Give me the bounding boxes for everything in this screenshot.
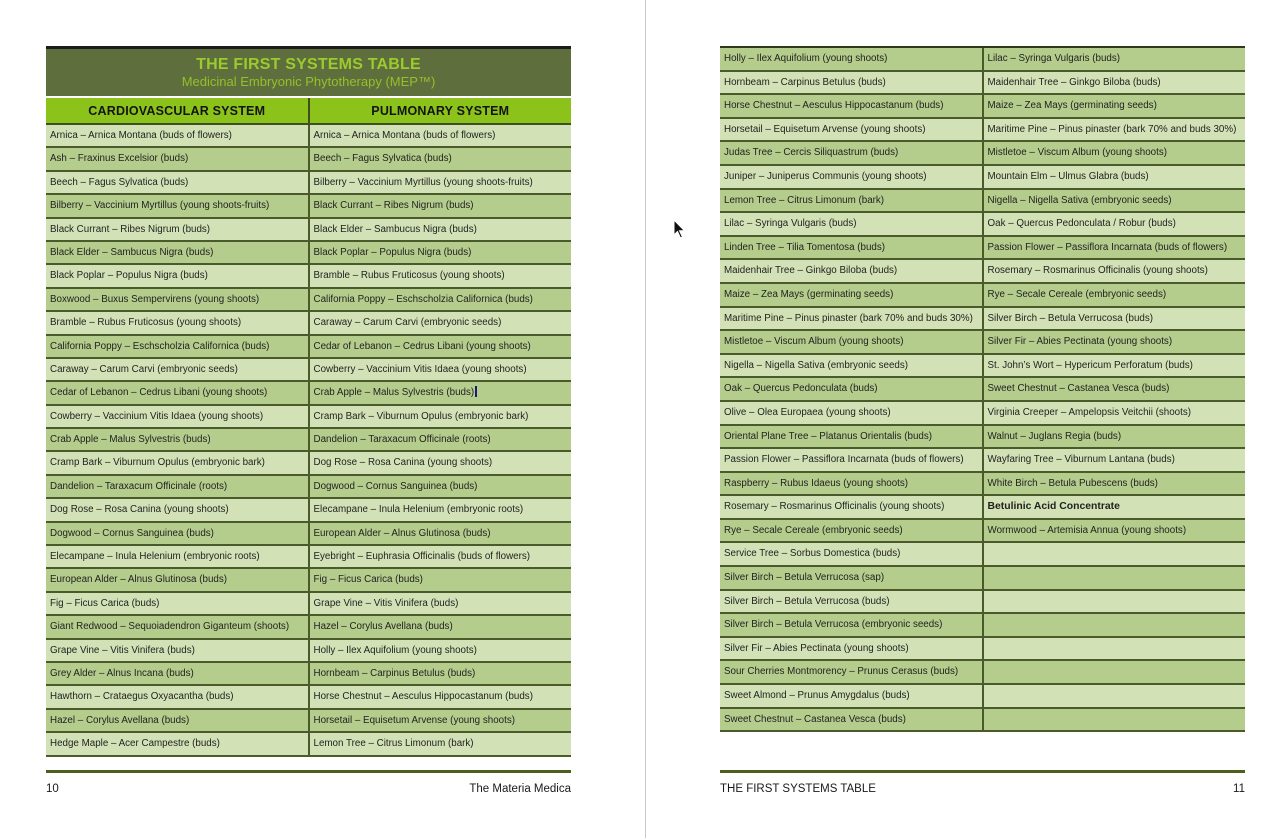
- table-row: [720, 685, 1245, 709]
- table-cell-right-column[interactable]: Dog Rose – Rosa Canina (young shoots): [308, 452, 572, 473]
- table-row: [46, 452, 571, 475]
- table-cell-right-column[interactable]: Crab Apple – Malus Sylvestris (buds): [308, 382, 572, 403]
- table-cell-right-column[interactable]: Hornbeam – Carpinus Betulus (buds): [308, 663, 572, 684]
- table-cell-left-column[interactable]: Dog Rose – Rosa Canina (young shoots): [50, 504, 229, 516]
- table-row: [46, 336, 571, 359]
- table-title-block: [46, 46, 571, 98]
- table-row: [720, 48, 1245, 72]
- table-cell-left-column[interactable]: Black Currant – Ribes Nigrum (buds): [50, 223, 211, 235]
- table-cell-right-column[interactable]: Passion Flower – Passiflora Incarnata (buds of flowers): [982, 237, 1246, 259]
- table-row: [720, 567, 1245, 591]
- table-cell-right-column[interactable]: [982, 685, 1246, 707]
- footer-rule: [720, 770, 1245, 773]
- table-cell-left-column[interactable]: Hornbeam – Carpinus Betulus (buds): [724, 76, 886, 88]
- table-row: [46, 125, 571, 148]
- table-cell-left-column[interactable]: Beech – Fagus Sylvatica (buds): [50, 176, 189, 188]
- table-row: [720, 426, 1245, 450]
- table-cell-right-column[interactable]: [982, 661, 1246, 683]
- table-cell-left-column[interactable]: Silver Birch – Betula Verrucosa (embryonic seeds): [724, 619, 943, 631]
- table-row: [720, 190, 1245, 214]
- table-row: [46, 406, 571, 429]
- table-row: [46, 382, 571, 405]
- table-cell-right-column[interactable]: Wayfaring Tree – Viburnum Lantana (buds): [982, 449, 1246, 471]
- table-cell-right-column[interactable]: [982, 591, 1246, 613]
- table-cell-right-column[interactable]: [982, 638, 1246, 660]
- table-cell-right-column[interactable]: Dogwood – Cornus Sanguinea (buds): [308, 476, 572, 497]
- table-cell-left-column[interactable]: Oriental Plane Tree – Platanus Orientalis (buds): [724, 430, 933, 442]
- table-row: [720, 449, 1245, 473]
- table-row: [720, 614, 1245, 638]
- table-cell-left-column[interactable]: Lemon Tree – Citrus Limonum (bark): [724, 194, 885, 206]
- table-row: [720, 473, 1245, 497]
- table-row: [46, 265, 571, 288]
- table-cell-right-column[interactable]: St. John’s Wort – Hypericum Perforatum (buds): [982, 355, 1246, 377]
- table-row: [46, 195, 571, 218]
- footer-rule: [46, 770, 571, 773]
- table-cell-left-column[interactable]: Cowberry – Vaccinium Vitis Idaea (young shoots): [50, 410, 264, 422]
- table-row: [720, 331, 1245, 355]
- table-cell-left-column[interactable]: Sour Cherries Montmorency – Prunus Cerasus (buds): [724, 666, 959, 678]
- table-row: [46, 593, 571, 616]
- table-cell-right-column[interactable]: [982, 567, 1246, 589]
- page-number: 10: [46, 783, 59, 795]
- table-cell-left-column[interactable]: Crab Apple – Malus Sylvestris (buds): [50, 434, 211, 446]
- column-headers: [46, 98, 571, 125]
- table-cell-right-column[interactable]: Black Poplar – Populus Nigra (buds): [308, 242, 572, 263]
- table-subtitle: Medicinal Embryonic Phytotherapy (MEP™): [181, 74, 436, 89]
- table-cell-left-column[interactable]: Arnica – Arnica Montana (buds of flowers): [50, 130, 232, 141]
- table-cell-left-column[interactable]: Hazel – Corylus Avellana (buds): [50, 714, 190, 726]
- table-cell-left-column[interactable]: Hedge Maple – Acer Campestre (buds): [50, 738, 220, 750]
- table-cell-right-column[interactable]: Mountain Elm – Ulmus Glabra (buds): [982, 166, 1246, 188]
- table-row: [46, 312, 571, 335]
- table-cell-right-column[interactable]: Fig – Ficus Carica (buds): [308, 569, 572, 590]
- table-cell-right-column[interactable]: Cedar of Lebanon – Cedrus Libani (young shoots): [308, 336, 572, 357]
- table-cell-right-column[interactable]: Beech – Fagus Sylvatica (buds): [308, 148, 572, 169]
- table-row: [720, 213, 1245, 237]
- table-cell-left-column[interactable]: Sweet Chestnut – Castanea Vesca (buds): [724, 713, 906, 725]
- table-row: [46, 289, 571, 312]
- table-cell-left-column[interactable]: Rye – Secale Cereale (embryonic seeds): [724, 524, 903, 536]
- table-row: [720, 496, 1245, 520]
- systems-table-left: [46, 46, 571, 757]
- table-row: [46, 640, 571, 663]
- table-cell-left-column[interactable]: Service Tree – Sorbus Domestica (buds): [724, 548, 901, 560]
- table-row: [46, 499, 571, 522]
- table-row: [720, 378, 1245, 402]
- table-cell-left-column[interactable]: Nigella – Nigella Sativa (embryonic seeds): [724, 359, 909, 371]
- footer-section-title: THE FIRST SYSTEMS TABLE: [720, 783, 876, 795]
- table-cell-left-column[interactable]: Juniper – Juniperus Communis (young shoots): [724, 170, 927, 182]
- table-cell-left-column[interactable]: Mistletoe – Viscum Album (young shoots): [724, 336, 904, 348]
- table-cell-left-column[interactable]: Caraway – Carum Carvi (embryonic seeds): [50, 363, 238, 375]
- table-cell-right-column[interactable]: Rosemary – Rosmarinus Officinalis (young shoots): [982, 260, 1246, 282]
- table-cell-right-column[interactable]: Oak – Quercus Pedonculata / Robur (buds): [982, 213, 1246, 235]
- table-cell-left-column[interactable]: Black Poplar – Populus Nigra (buds): [50, 270, 208, 282]
- table-cell-right-column[interactable]: Bilberry – Vaccinium Myrtillus (young shoots-fruits): [308, 172, 572, 193]
- table-cell-left-column[interactable]: Elecampane – Inula Helenium (embryonic roots): [50, 551, 260, 563]
- table-row: [720, 543, 1245, 567]
- table-cell-right-column[interactable]: Lemon Tree – Citrus Limonum (bark): [308, 733, 572, 754]
- table-row: [720, 308, 1245, 332]
- table-cell-right-column[interactable]: Maidenhair Tree – Ginkgo Biloba (buds): [982, 72, 1246, 94]
- table-row: [46, 476, 571, 499]
- table-cell-right-column[interactable]: [982, 709, 1246, 731]
- table-row: [46, 429, 571, 452]
- table-row: [720, 166, 1245, 190]
- table-cell-left-column[interactable]: Fig – Ficus Carica (buds): [50, 597, 160, 609]
- table-row: [720, 402, 1245, 426]
- table-row: [46, 710, 571, 733]
- table-cell-left-column[interactable]: Cramp Bark – Viburnum Opulus (embryonic bark): [50, 457, 265, 469]
- table-cell-right-column[interactable]: Eyebright – Euphrasia Officinalis (buds of flowers): [308, 546, 572, 567]
- table-cell-right-column[interactable]: Silver Fir – Abies Pectinata (young shoots): [982, 331, 1246, 353]
- table-cell-right-column[interactable]: Hazel – Corylus Avellana (buds): [308, 616, 572, 637]
- table-cell-right-column[interactable]: Wormwood – Artemisia Annua (young shoots): [982, 520, 1246, 542]
- table-cell-right-column[interactable]: Mistletoe – Viscum Album (young shoots): [982, 142, 1246, 164]
- table-cell-left-column[interactable]: Linden Tree – Tilia Tomentosa (buds): [724, 241, 886, 253]
- table-row: [46, 359, 571, 382]
- mouse-pointer-icon: [673, 219, 687, 239]
- table-cell-right-column[interactable]: California Poppy – Eschscholzia Californica (buds): [308, 289, 572, 310]
- table-cell-left-column[interactable]: Olive – Olea Europaea (young shoots): [724, 406, 891, 418]
- table-row: [46, 523, 571, 546]
- column-header-pulmonary: PULMONARY SYSTEM: [308, 98, 572, 123]
- table-row: [720, 520, 1245, 544]
- table-row: [46, 148, 571, 171]
- table-row: [720, 260, 1245, 284]
- table-cell-right-column[interactable]: European Alder – Alnus Glutinosa (buds): [308, 523, 572, 544]
- table-row: [46, 733, 571, 756]
- table-cell-left-column[interactable]: Maize – Zea Mays (germinating seeds): [724, 288, 894, 300]
- table-cell-left-column[interactable]: Oak – Quercus Pedonculata (buds): [724, 383, 878, 395]
- table-cell-left-column[interactable]: Holly – Ilex Aquifolium (young shoots): [724, 53, 888, 64]
- table-cell-left-column[interactable]: Silver Birch – Betula Verrucosa (buds): [724, 595, 890, 607]
- table-cell-left-column[interactable]: Horsetail – Equisetum Arvense (young shoots): [724, 123, 926, 135]
- table-cell-left-column[interactable]: Maritime Pine – Pinus pinaster (bark 70% and buds 30%): [724, 312, 973, 324]
- page-number: 11: [1233, 783, 1245, 795]
- table-cell-left-column[interactable]: Grape Vine – Vitis Vinifera (buds): [50, 644, 195, 656]
- table-title: THE FIRST SYSTEMS TABLE: [196, 56, 421, 73]
- table-cell-right-column[interactable]: Nigella – Nigella Sativa (embryonic seeds): [982, 190, 1246, 212]
- table-cell-right-column[interactable]: Caraway – Carum Carvi (embryonic seeds): [308, 312, 572, 333]
- table-cell-right-column[interactable]: Arnica – Arnica Montana (buds of flowers): [308, 125, 572, 146]
- page-footer-right: [720, 783, 1245, 795]
- table-cell-left-column[interactable]: Passion Flower – Passiflora Incarnata (buds of flowers): [724, 454, 964, 466]
- table-cell-right-column[interactable]: Walnut – Juglans Regia (buds): [982, 426, 1246, 448]
- table-row: [720, 142, 1245, 166]
- text-caret: [475, 386, 477, 397]
- table-cell-right-column[interactable]: Black Elder – Sambucus Nigra (buds): [308, 219, 572, 240]
- table-cell-right-column[interactable]: Horsetail – Equisetum Arvense (young shoots): [308, 710, 572, 731]
- table-cell-left-column[interactable]: Bilberry – Vaccinium Myrtillus (young shoots-fruits): [50, 200, 270, 212]
- table-cell-right-column[interactable]: Sweet Chestnut – Castanea Vesca (buds): [982, 378, 1246, 400]
- table-cell-left-column[interactable]: Sweet Almond – Prunus Amygdalus (buds): [724, 690, 910, 702]
- table-row: [720, 119, 1245, 143]
- table-cell-right-column[interactable]: Elecampane – Inula Helenium (embryonic roots): [308, 499, 572, 520]
- table-cell-left-column[interactable]: Silver Fir – Abies Pectinata (young shoots): [724, 642, 909, 654]
- table-cell-left-column[interactable]: Bramble – Rubus Fruticosus (young shoots): [50, 317, 242, 329]
- table-cell-left-column[interactable]: California Poppy – Eschscholzia Californica (buds): [50, 340, 270, 352]
- table-cell-right-column[interactable]: Rye – Secale Cereale (embryonic seeds): [982, 284, 1246, 306]
- table-cell-left-column[interactable]: Dandelion – Taraxacum Officinale (roots): [50, 480, 228, 492]
- table-cell-left-column[interactable]: Maidenhair Tree – Ginkgo Biloba (buds): [724, 265, 898, 277]
- table-cell-left-column[interactable]: Hawthorn – Crataegus Oxyacantha (buds): [50, 691, 234, 703]
- column-header-cardiovascular: CARDIOVASCULAR SYSTEM: [88, 103, 266, 118]
- table-row: [720, 237, 1245, 261]
- table-cell-right-column[interactable]: [982, 614, 1246, 636]
- table-cell-left-column[interactable]: Silver Birch – Betula Verrucosa (sap): [724, 572, 885, 584]
- table-cell-right-column[interactable]: [982, 543, 1246, 565]
- table-cell-right-column[interactable]: Bramble – Rubus Fruticosus (young shoots): [308, 265, 572, 286]
- table-row: [46, 546, 571, 569]
- footer-book-title: The Materia Medica: [469, 783, 571, 795]
- page-footer-left: [46, 783, 571, 795]
- table-cell-right-column[interactable]: Horse Chestnut – Aesculus Hippocastanum (buds): [308, 686, 572, 707]
- table-body-left: [46, 125, 571, 757]
- table-cell-left-column[interactable]: Giant Redwood – Sequoiadendron Giganteum (shoots): [50, 621, 290, 633]
- table-row: [720, 355, 1245, 379]
- table-row: [46, 242, 571, 265]
- table-cell-right-column[interactable]: Maize – Zea Mays (germinating seeds): [982, 95, 1246, 117]
- table-cell-right-column[interactable]: Grape Vine – Vitis Vinifera (buds): [308, 593, 572, 614]
- table-cell-left-column[interactable]: Boxwood – Buxus Sempervirens (young shoots): [50, 293, 260, 305]
- table-cell-left-column[interactable]: Cedar of Lebanon – Cedrus Libani (young shoots): [50, 387, 268, 399]
- table-cell-left-column[interactable]: Lilac – Syringa Vulgaris (buds): [724, 218, 857, 230]
- table-cell-left-column[interactable]: Raspberry – Rubus Idaeus (young shoots): [724, 477, 909, 489]
- table-cell-left-column[interactable]: Grey Alder – Alnus Incana (buds): [50, 667, 194, 679]
- table-cell-right-column[interactable]: Holly – Ilex Aquifolium (young shoots): [308, 640, 572, 661]
- table-body-right: [720, 46, 1245, 732]
- table-cell-left-column[interactable]: Dogwood – Cornus Sanguinea (buds): [50, 527, 214, 539]
- table-cell-right-column[interactable]: Lilac – Syringa Vulgaris (buds): [982, 48, 1246, 70]
- table-row: [720, 591, 1245, 615]
- table-cell-right-column[interactable]: Black Currant – Ribes Nigrum (buds): [308, 195, 572, 216]
- table-row: [46, 686, 571, 709]
- table-cell-right-column[interactable]: Silver Birch – Betula Verrucosa (buds): [982, 308, 1246, 330]
- table-row: [46, 172, 571, 195]
- table-row: [46, 569, 571, 592]
- table-cell-right-column[interactable]: Dandelion – Taraxacum Officinale (roots): [308, 429, 572, 450]
- table-cell-left-column[interactable]: European Alder – Alnus Glutinosa (buds): [50, 574, 227, 586]
- table-cell-left-column[interactable]: Judas Tree – Cercis Siliquastrum (buds): [724, 147, 899, 159]
- table-row: [720, 95, 1245, 119]
- table-cell-left-column[interactable]: Ash – Fraxinus Excelsior (buds): [50, 153, 189, 165]
- table-cell-right-column[interactable]: White Birch – Betula Pubescens (buds): [982, 473, 1246, 495]
- table-row: [46, 616, 571, 639]
- table-row: [46, 219, 571, 242]
- table-row: [46, 663, 571, 686]
- table-cell-right-column[interactable]: Cowberry – Vaccinium Vitis Idaea (young shoots): [308, 359, 572, 380]
- table-cell-highlight[interactable]: Betulinic Acid Concentrate: [982, 496, 1246, 518]
- page-right: [646, 0, 1288, 838]
- table-cell-right-column[interactable]: Maritime Pine – Pinus pinaster (bark 70% and buds 30%): [982, 119, 1246, 141]
- table-row: [720, 661, 1245, 685]
- systems-table-right: [720, 46, 1245, 732]
- table-cell-right-column[interactable]: Virginia Creeper – Ampelopsis Veitchii (shoots): [982, 402, 1246, 424]
- table-row: [720, 638, 1245, 662]
- table-row: [720, 284, 1245, 308]
- table-cell-left-column[interactable]: Black Elder – Sambucus Nigra (buds): [50, 246, 214, 258]
- table-row: [720, 709, 1245, 733]
- table-cell-left-column[interactable]: Rosemary – Rosmarinus Officinalis (young shoots): [724, 501, 945, 513]
- table-cell-right-column[interactable]: Cramp Bark – Viburnum Opulus (embryonic bark): [308, 406, 572, 427]
- table-row: [720, 72, 1245, 96]
- table-cell-left-column[interactable]: Horse Chestnut – Aesculus Hippocastanum (buds): [724, 100, 944, 112]
